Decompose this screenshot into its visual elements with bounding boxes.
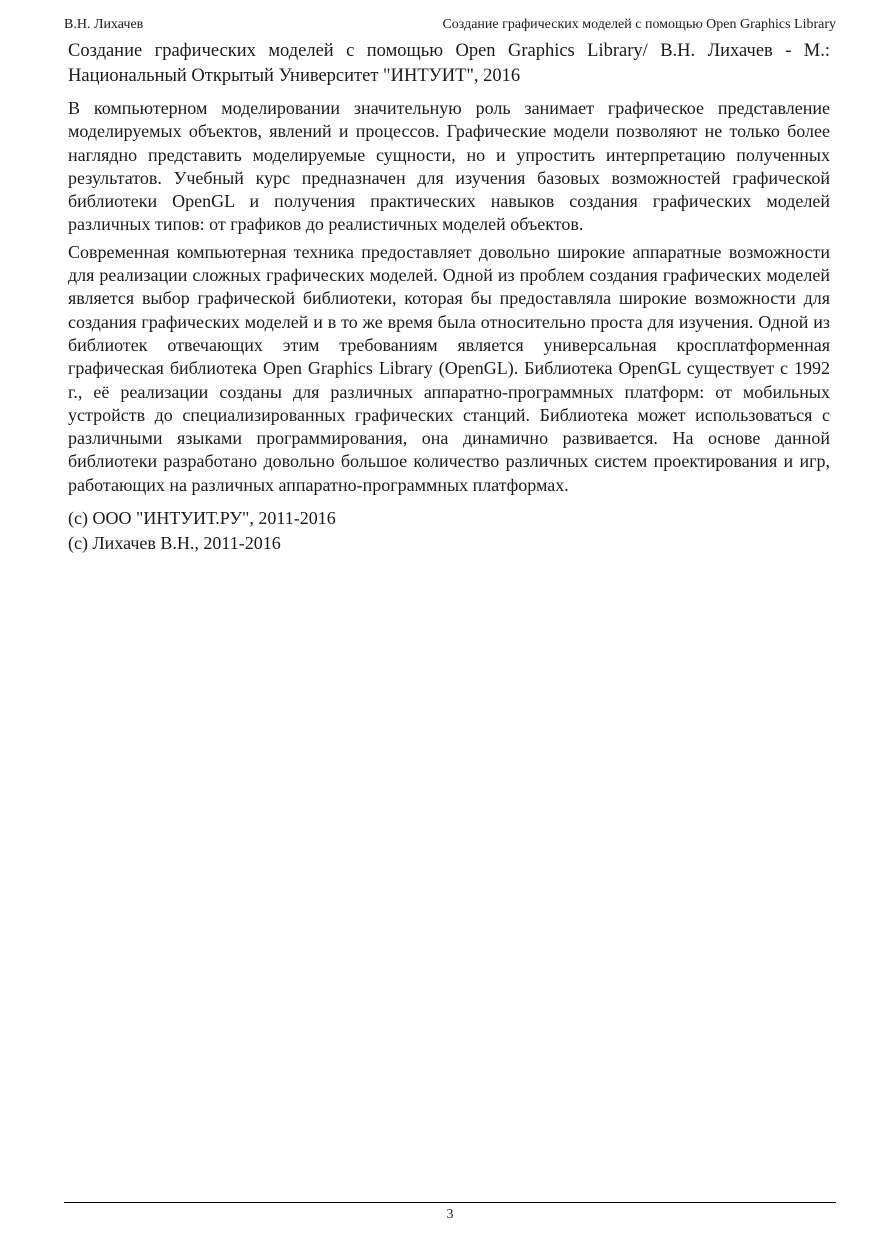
page-content xyxy=(68,39,830,556)
page-number: 3 xyxy=(446,1207,454,1222)
running-header xyxy=(64,16,836,34)
copyright-line-author: (c) Лихачев В.Н., 2011-2016 xyxy=(68,533,281,554)
footer-divider xyxy=(64,1202,836,1203)
abstract-paragraph-1: В компьютерном моделировании значительную роль занимает графическое представление моделируемых объектов, явлений и процессов. Графические модели позволяют не только более наглядно представить моделируемые сущности, но и упростить интерпретацию полученных результатов. Учебный курс предназначен для изучения базовых возможностей графической библиотеки OpenGL и получения практических навыков создания графических моделей различных типов: от графиков до реалистичных моделей объектов. xyxy=(68,98,830,235)
abstract-paragraph-2: Современная компьютерная техника предоставляет довольно широкие аппаратные возможности для реализации сложных графических моделей. Одной из проблем создания графических моделей является выбор графической библиотеки, которая бы предоставляла широкие возможности для создания графических моделей и в то же время была относительно проста для изучения. Одной из библиотек отвечающих этим требованиям является универсальная кросплатформенная графическая библиотека Open Graphics Library (OpenGL). Библиотека OpenGL существует с 1992 г., её реализации созданы для различных аппаратно-программных платформ: от мобильных устройств до специализированных графических станций. Библиотека может использоваться с различными языками программирования, она динамично развивается. На основе данной библиотеки разработано довольно большое количество различных систем проектирования и игр, работающих на различных аппаратно-программных платформах. xyxy=(68,241,830,495)
bibliographic-citation: Создание графических моделей с помощью Open Graphics Library/ В.Н. Лихачев - М.: Национальный Открытый Университет "ИНТУИТ", 2016 xyxy=(68,41,830,86)
header-author: В.Н. Лихачев xyxy=(64,17,144,32)
header-title: Создание графических моделей с помощью Open Graphics Library xyxy=(442,17,836,32)
copyright-line-publisher: (c) ООО "ИНТУИТ.РУ", 2011-2016 xyxy=(68,508,336,529)
copyright-block xyxy=(68,506,830,556)
